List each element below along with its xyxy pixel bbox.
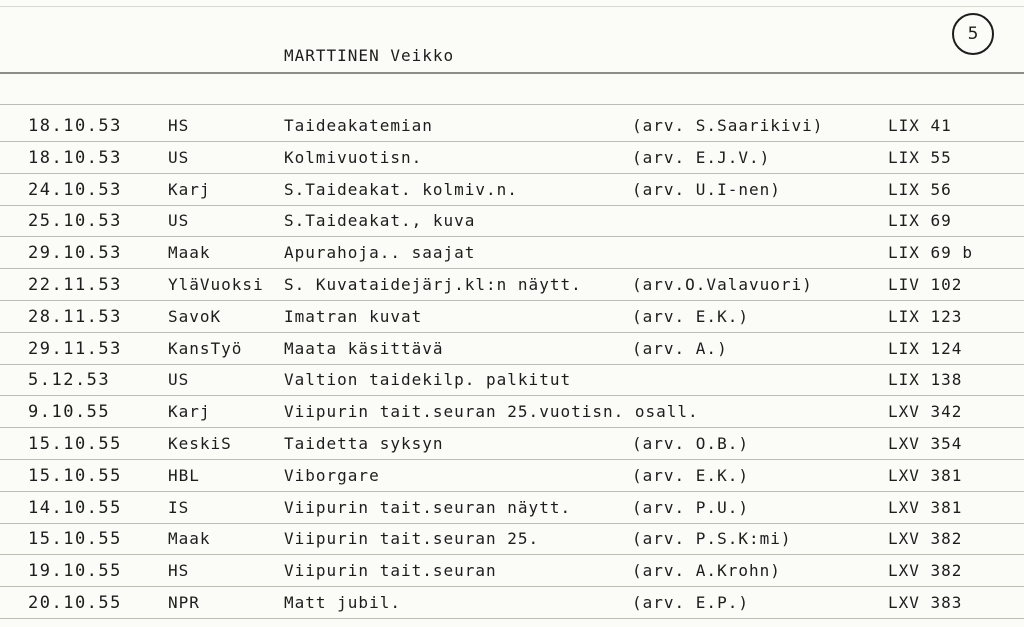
entry-reviewer: (arv. E.P.) (632, 593, 749, 612)
entry-date: 20.10.55 (28, 593, 122, 613)
entry-date: 15.10.55 (28, 529, 122, 549)
entry-reviewer: (arv. A.) (632, 339, 728, 358)
page-number-circle (952, 13, 994, 55)
ruled-line (0, 205, 1024, 206)
entry-newspaper: US (168, 370, 190, 389)
entry-newspaper: YläVuoksi (168, 275, 264, 294)
entry-newspaper: HS (168, 561, 190, 580)
entry-reviewer: (arv. E.J.V.) (632, 148, 771, 167)
entry-date: 14.10.55 (28, 498, 122, 518)
entry-newspaper: US (168, 211, 190, 230)
entry-newspaper: IS (168, 498, 190, 517)
entry-reference: LIX 123 (888, 307, 963, 326)
entry-date: 24.10.53 (28, 180, 122, 200)
entry-title: Viipurin tait.seuran (284, 561, 497, 580)
entry-date: 5.12.53 (28, 370, 111, 390)
ruled-line (0, 364, 1024, 365)
ruled-line (0, 618, 1024, 619)
entry-title: Viipurin tait.seuran 25. (284, 529, 540, 548)
ruled-line (0, 173, 1024, 174)
ruled-line (0, 395, 1024, 396)
ruled-line (0, 332, 1024, 333)
entry-title: Kolmivuotisn. (284, 148, 423, 167)
entry-newspaper: NPR (168, 593, 200, 612)
entry-reference: LXV 381 (888, 498, 963, 517)
entry-date: 28.11.53 (28, 307, 122, 327)
entry-reviewer: (arv. E.K.) (632, 466, 749, 485)
entry-title: Maata käsittävä (284, 339, 444, 358)
entry-reviewer: (arv.O.Valavuori) (632, 275, 813, 294)
ruled-line (0, 104, 1024, 105)
entry-title: Taideakatemian (284, 116, 433, 135)
entry-newspaper: KansTyö (168, 339, 243, 358)
entry-title: S. Kuvataidejärj.kl:n näytt. (284, 275, 582, 294)
ruled-line (0, 141, 1024, 142)
entry-reference: LIX 56 (888, 180, 952, 199)
entry-newspaper: Maak (168, 529, 211, 548)
ruled-line (0, 427, 1024, 428)
entry-title: Viborgare (284, 466, 380, 485)
entry-date: 18.10.53 (28, 148, 122, 168)
entry-reference: LIX 69 (888, 211, 952, 230)
entry-reference: LXV 354 (888, 434, 963, 453)
ruled-line (0, 300, 1024, 301)
person-name: MARTTINEN Veikko (284, 46, 455, 65)
entry-reference: LIX 69 b (888, 243, 974, 262)
entry-reviewer: (arv. O.B.) (632, 434, 749, 453)
entry-title: S.Taideakat. kolmiv.n. (284, 180, 518, 199)
entry-reference: LXV 383 (888, 593, 963, 612)
entry-date: 9.10.55 (28, 402, 111, 422)
entry-date: 15.10.55 (28, 434, 122, 454)
entry-reviewer: (arv. E.K.) (632, 307, 749, 326)
entry-title: Matt jubil. (284, 593, 401, 612)
entry-date: 15.10.55 (28, 466, 122, 486)
ruled-line (0, 554, 1024, 555)
entry-reference: LXV 382 (888, 561, 963, 580)
ruled-line (0, 459, 1024, 460)
entry-reviewer: (arv. P.U.) (632, 498, 749, 517)
card-top-edge (0, 6, 1024, 7)
page-number: 5 (967, 24, 979, 44)
ruled-line (0, 586, 1024, 587)
entry-date: 29.11.53 (28, 339, 122, 359)
entry-reviewer: (arv. U.I-nen) (632, 180, 781, 199)
entry-reference: LXV 342 (888, 402, 963, 421)
entry-newspaper: SavoK (168, 307, 222, 326)
entry-date: 29.10.53 (28, 243, 122, 263)
entry-reference: LIX 55 (888, 148, 952, 167)
entry-reference: LIX 138 (888, 370, 963, 389)
entry-title: Viipurin tait.seuran näytt. (284, 498, 572, 517)
entry-reference: LXV 381 (888, 466, 963, 485)
entry-reviewer: (arv. P.S.K:mi) (632, 529, 792, 548)
entry-newspaper: KeskiS (168, 434, 232, 453)
entry-title: Imatran kuvat (284, 307, 423, 326)
entry-date: 19.10.55 (28, 561, 122, 581)
entry-newspaper: Karj (168, 180, 211, 199)
entry-reviewer: (arv. A.Krohn) (632, 561, 781, 580)
ruled-line (0, 236, 1024, 237)
entry-newspaper: US (168, 148, 190, 167)
entry-date: 18.10.53 (28, 116, 122, 136)
entry-reference: LIV 102 (888, 275, 963, 294)
entry-title: Valtion taidekilp. palkitut (284, 370, 572, 389)
entry-reference: LXV 382 (888, 529, 963, 548)
entry-date: 25.10.53 (28, 211, 122, 231)
entry-title: S.Taideakat., kuva (284, 211, 476, 230)
entry-reference: LIX 41 (888, 116, 952, 135)
entry-date: 22.11.53 (28, 275, 122, 295)
entry-reference: LIX 124 (888, 339, 963, 358)
entry-reviewer: (arv. S.Saarikivi) (632, 116, 824, 135)
entry-title: Taidetta syksyn (284, 434, 444, 453)
entry-newspaper: HS (168, 116, 190, 135)
entry-title: Viipurin tait.seuran 25.vuotisn. osall. (284, 402, 699, 421)
entry-title: Apurahoja.. saajat (284, 243, 476, 262)
entry-newspaper: Maak (168, 243, 211, 262)
ruled-line (0, 268, 1024, 269)
ruled-line (0, 491, 1024, 492)
ruled-line (0, 523, 1024, 524)
entry-newspaper: HBL (168, 466, 200, 485)
entry-newspaper: Karj (168, 402, 211, 421)
header-rule (0, 72, 1024, 74)
